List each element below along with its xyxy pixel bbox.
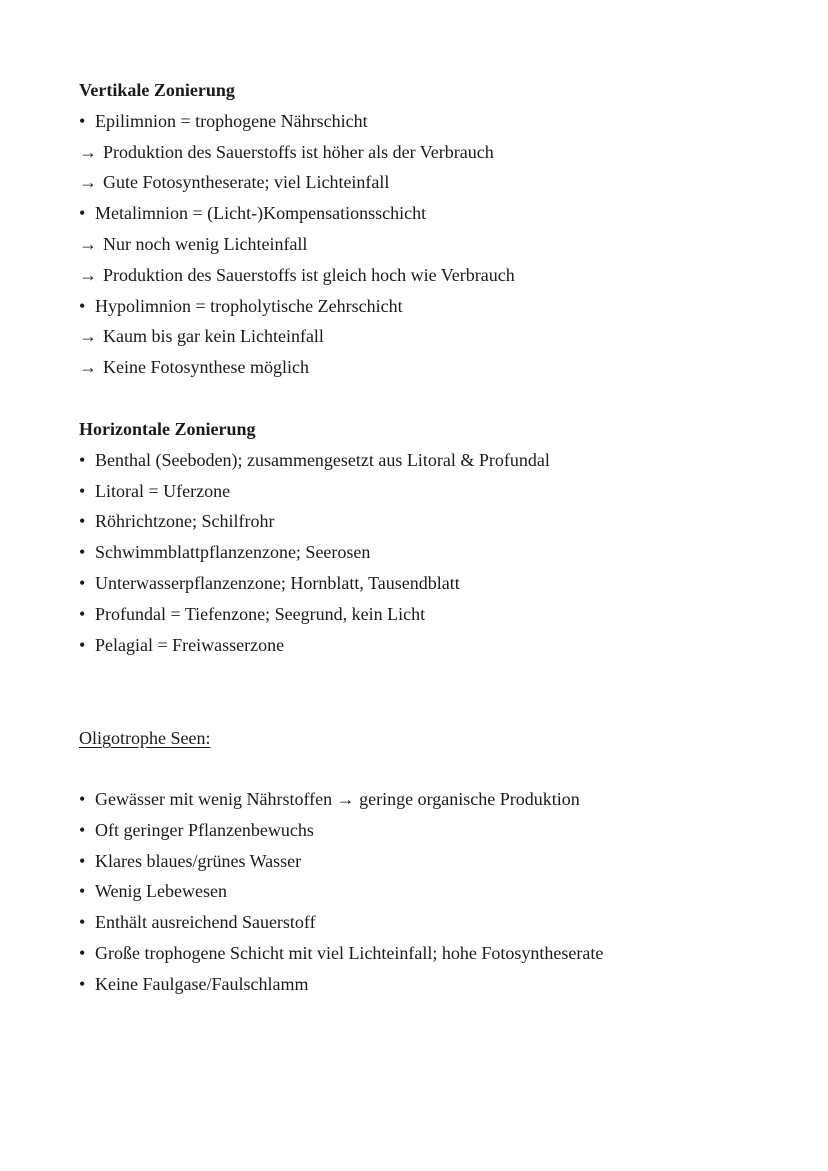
list-item bbox=[79, 630, 799, 661]
bullet-icon: • bbox=[79, 881, 86, 902]
bullet-icon: • bbox=[79, 634, 86, 655]
arrow-icon: → bbox=[79, 141, 97, 162]
list-item-text: Kaum bis gar kein Lichteinfall bbox=[103, 326, 324, 347]
list-item-text: Gute Fotosyntheserate; viel Lichteinfall bbox=[103, 172, 390, 193]
section-title: Vertikale Zonierung bbox=[79, 80, 235, 100]
list-item-text: Metalimnion = (Licht-)Kompensationsschicht bbox=[95, 203, 427, 224]
list-item bbox=[79, 476, 799, 507]
list-item-text: Enthält ausreichend Sauerstoff bbox=[95, 912, 316, 933]
list-item-text: Keine Fotosynthese möglich bbox=[103, 357, 309, 378]
list-item-text: Epilimnion = trophogene Nährschicht bbox=[95, 110, 368, 131]
bullet-icon: • bbox=[79, 850, 86, 871]
oligotrophic-list bbox=[79, 784, 799, 1000]
list-item bbox=[79, 599, 799, 630]
list-item bbox=[79, 229, 799, 260]
list-item bbox=[79, 876, 799, 907]
arrow-icon: → bbox=[79, 326, 97, 347]
list-item-text: Produktion des Sauerstoffs ist höher als der Verbrauch bbox=[103, 141, 494, 162]
list-item bbox=[79, 815, 799, 846]
bullet-icon: • bbox=[79, 295, 86, 316]
list-item bbox=[79, 846, 799, 877]
list-item bbox=[79, 352, 799, 383]
bullet-icon: • bbox=[79, 511, 86, 532]
list-item-text: Schwimmblattpflanzenzone; Seerosen bbox=[95, 542, 371, 563]
section-oligotrophic-lakes bbox=[79, 723, 799, 754]
list-item bbox=[79, 784, 799, 815]
list-item-text: Nur noch wenig Lichteinfall bbox=[103, 233, 308, 254]
bullet-icon: • bbox=[79, 942, 86, 963]
list-item-text: Pelagial = Freiwasserzone bbox=[95, 634, 285, 655]
section-horizontal-zonation bbox=[79, 414, 799, 660]
list-item-text: Röhrichtzone; Schilfrohr bbox=[95, 511, 275, 532]
arrow-icon: → bbox=[79, 264, 97, 285]
bullet-icon: • bbox=[79, 542, 86, 563]
bullet-icon: • bbox=[79, 819, 86, 840]
list-item-text: Keine Faulgase/Faulschlamm bbox=[95, 973, 309, 994]
list-item bbox=[79, 537, 799, 568]
list-item-text: Produktion des Sauerstoffs ist gleich hoch wie Verbrauch bbox=[103, 264, 515, 285]
arrow-icon: → bbox=[79, 357, 97, 378]
bullet-icon: • bbox=[79, 449, 86, 470]
list-item bbox=[79, 260, 799, 291]
bullet-icon: • bbox=[79, 203, 86, 224]
bullet-icon: • bbox=[79, 572, 86, 593]
section-title: Horizontale Zonierung bbox=[79, 419, 256, 439]
list-item-text: Benthal (Seeboden); zusammengesetzt aus Litoral & Profundal bbox=[95, 449, 550, 470]
list-item bbox=[79, 137, 799, 168]
list-item bbox=[79, 167, 799, 198]
bullet-icon: • bbox=[79, 603, 86, 624]
bullet-icon: • bbox=[79, 480, 86, 501]
bullet-icon: • bbox=[79, 110, 86, 131]
list-item-text: Wenig Lebewesen bbox=[95, 881, 227, 902]
list-item bbox=[79, 938, 799, 969]
list-item bbox=[79, 907, 799, 938]
list-item bbox=[79, 506, 799, 537]
list-item-text: Hypolimnion = tropholytische Zehrschicht bbox=[95, 295, 403, 316]
list-item-text: Unterwasserpflanzenzone; Hornblatt, Tausendblatt bbox=[95, 572, 460, 593]
bullet-icon: • bbox=[79, 973, 86, 994]
list-item bbox=[79, 291, 799, 322]
arrow-icon: → bbox=[79, 233, 97, 254]
list-item-text: Klares blaues/grünes Wasser bbox=[95, 850, 302, 871]
arrow-icon: → bbox=[79, 172, 97, 193]
list-item-text: Große trophogene Schicht mit viel Lichteinfall; hohe Fotosyntheserate bbox=[95, 942, 604, 963]
list-item-text: Profundal = Tiefenzone; Seegrund, kein Licht bbox=[95, 603, 426, 624]
section-title: Oligotrophe Seen: bbox=[79, 728, 211, 748]
list-item-text: Oft geringer Pflanzenbewuchs bbox=[95, 819, 314, 840]
list-item bbox=[79, 969, 799, 1000]
list-item bbox=[79, 445, 799, 476]
bullet-icon: • bbox=[79, 789, 86, 809]
list-item bbox=[79, 106, 799, 137]
list-item bbox=[79, 321, 799, 352]
list-item bbox=[79, 568, 799, 599]
section-vertical-zonation bbox=[79, 75, 799, 383]
list-item-text: Litoral = Uferzone bbox=[95, 480, 231, 501]
list-item bbox=[79, 198, 799, 229]
list-item-text: Gewässer mit wenig Nährstoffen → geringe organische Produktion bbox=[95, 789, 580, 809]
bullet-icon: • bbox=[79, 912, 86, 933]
